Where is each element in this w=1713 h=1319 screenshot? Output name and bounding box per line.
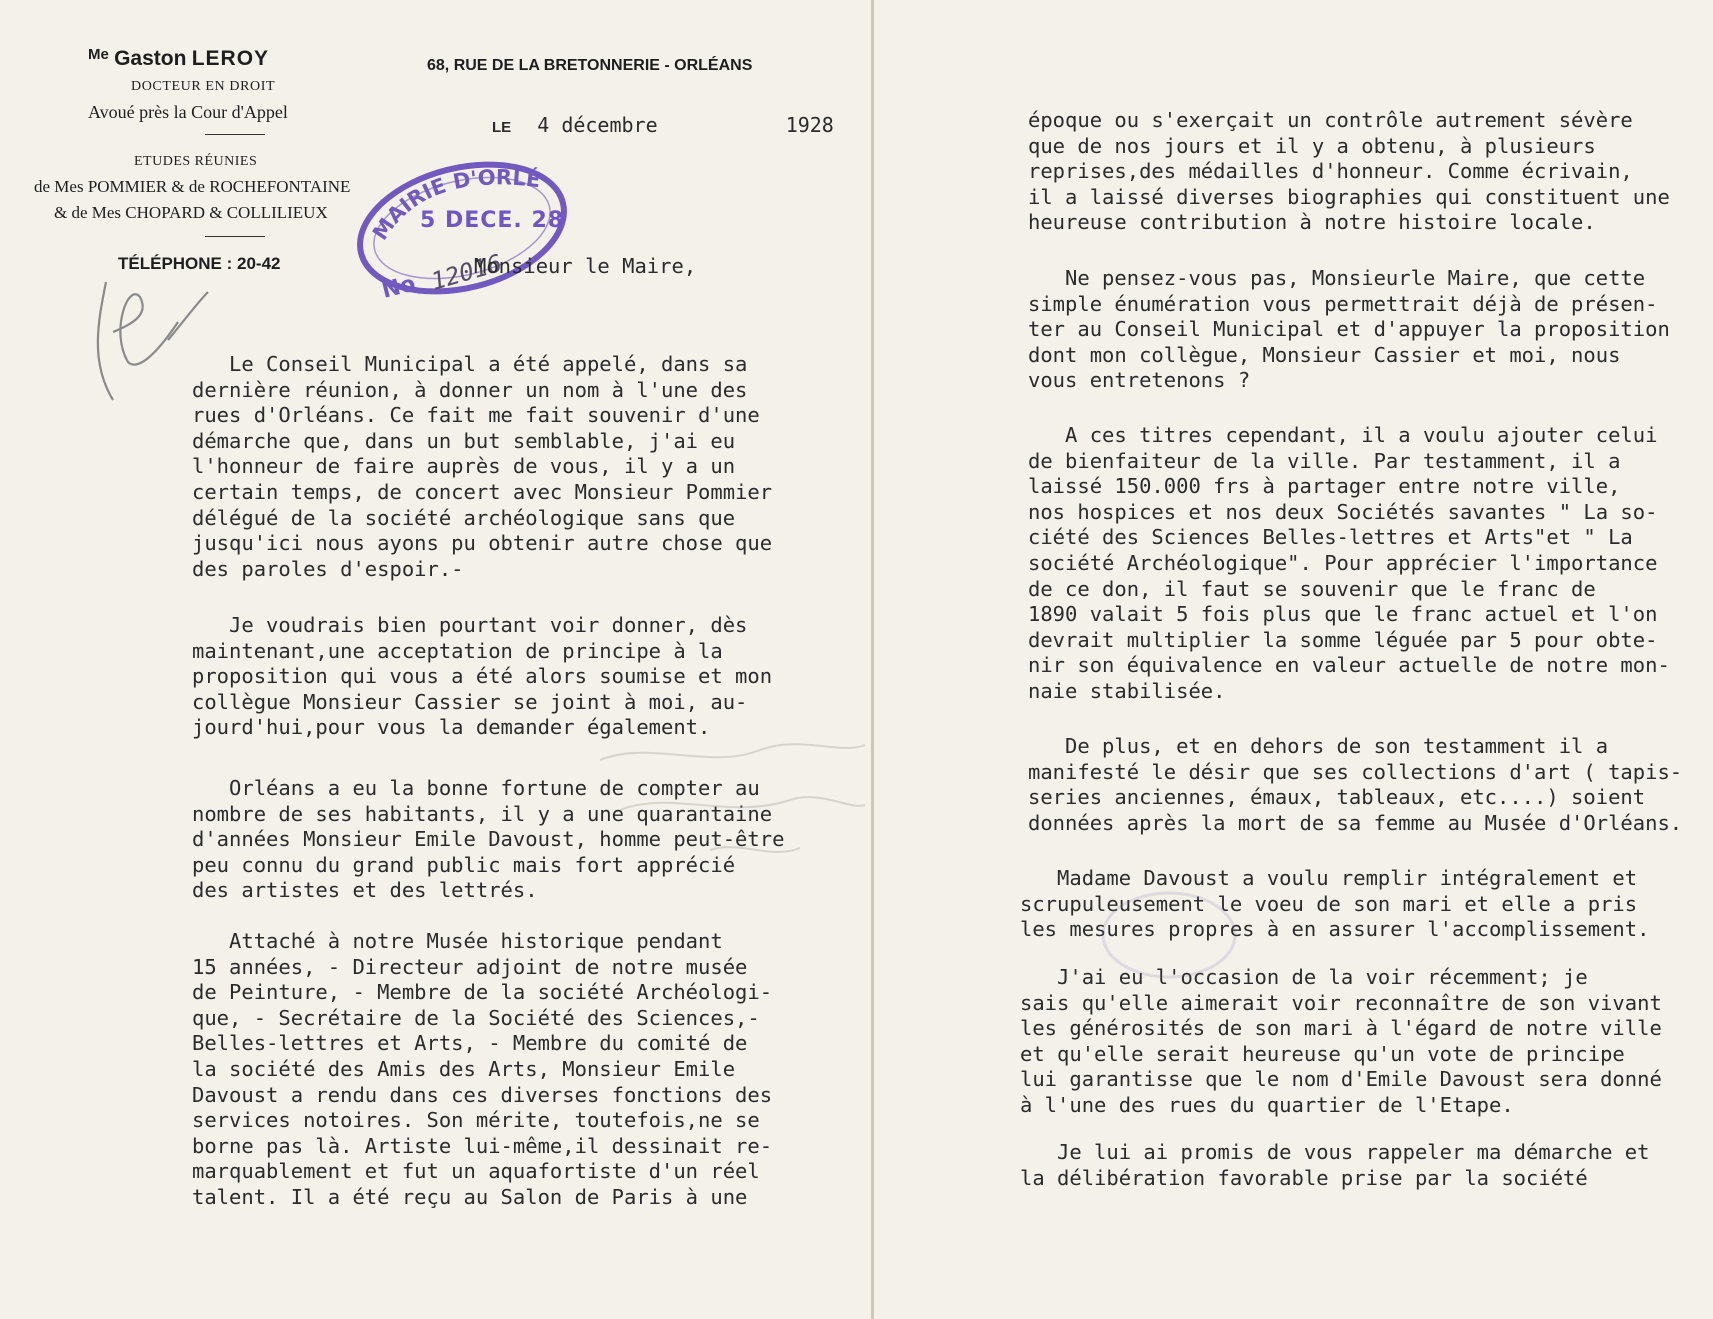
letterhead-studies-heading: ETUDES RÉUNIES (134, 154, 258, 169)
letterhead-studies-line1: de Mes POMMIER & de ROCHEFONTAINE (34, 177, 351, 196)
text-line: jourd'hui,pour vous la demander également. (192, 715, 711, 740)
text-line: simple énumération vous permettrait déjà de présen- (1028, 291, 1658, 316)
text-line: dernière réunion, à donner un nom à l'une des (192, 377, 748, 402)
stamp-date: 5 DECE. 28 (420, 208, 565, 233)
date-prefix: LE (492, 119, 512, 136)
letterhead-name (88, 46, 269, 71)
bleed-through-signature-icon (590, 720, 870, 880)
letterhead-divider-2 (205, 236, 265, 237)
text-line: époque ou s'exerçait un contrôle autrement sévère (1028, 108, 1633, 132)
text-line: de bienfaiteur de la ville. Par testamment, il a (1028, 448, 1621, 473)
text-line: 15 années, - Directeur adjoint de notre musée (192, 954, 748, 979)
text-line: ter au Conseil Municipal et d'appuyer la proposition (1028, 317, 1670, 342)
letterhead-title: Avoué près la Cour d'Appel (88, 102, 288, 122)
left-paragraph-4 (192, 929, 772, 1211)
text-line: jusqu'ici nous ayons pu obtenir autre chose que (192, 531, 773, 556)
text-line: Davoust a rendu dans ces diverses fonctions des (192, 1082, 773, 1107)
text-line: les générosités de son mari à l'égard de notre ville (1020, 1016, 1662, 1041)
text-line: nir son équivalence en valeur actuelle de notre mon- (1028, 653, 1670, 678)
text-line: ciété des Sciences Belles-lettres et Arts"et " La (1028, 525, 1633, 550)
text-line: Madame Davoust a voulu remplir intégralement et (1020, 866, 1638, 890)
salutation: Monsieur le Maire, (474, 254, 697, 278)
right-paragraph-4 (1028, 734, 1682, 836)
text-line: sais qu'elle aimerait voir reconnaître de son vivant (1020, 990, 1662, 1015)
name-prefix: Me (88, 46, 109, 63)
letterhead-divider-1 (205, 134, 265, 135)
text-line: peu connu du grand public mais fort apprécié (192, 852, 736, 877)
letterhead-degree: DOCTEUR EN DROIT (131, 79, 276, 94)
right-paragraph-7 (1020, 1140, 1649, 1191)
text-line: rues d'Orléans. Ce fait me fait souvenir d'une (192, 403, 760, 428)
date-line (492, 113, 834, 137)
text-line: de Peinture, - Membre de la société Archéologi- (192, 980, 773, 1005)
text-line: laissé 150.000 frs à partager entre notre ville, (1028, 474, 1621, 499)
text-line: de ce don, il faut se souvenir que le franc de (1028, 576, 1596, 601)
text-line: talent. Il a été reçu au Salon de Paris à une (192, 1184, 748, 1209)
text-line: délégué de la société archéologique sans que (192, 505, 736, 530)
text-line: series anciennes, émaux, tableaux, etc....) soient (1028, 785, 1646, 810)
text-line: société Archéologique". Pour apprécier l'importance (1028, 550, 1658, 575)
text-line: données après la mort de sa femme au Musée d'Orléans. (1028, 810, 1683, 835)
text-line: 1890 valait 5 fois plus que le franc actuel et l'on (1028, 602, 1658, 627)
text-line: et qu'elle serait heureuse qu'un vote de principe (1020, 1041, 1625, 1066)
stamp-text: MAIRIE D'ORLÉ (367, 165, 542, 245)
text-line: Je voudrais bien pourtant voir donner, dès (192, 613, 748, 637)
letterhead-telephone: TÉLÉPHONE : 20-42 (118, 254, 281, 273)
text-line: services notoires. Son mérite, toutefois,ne se (192, 1108, 760, 1133)
text-line: De plus, et en dehors de son testamment il a (1028, 734, 1609, 758)
text-line: manifesté le désir que ses collections d'art ( tapis- (1028, 759, 1683, 784)
text-line: lui garantisse que le nom d'Emile Davoust sera donné (1020, 1067, 1662, 1092)
text-line: proposition qui vous a été alors soumise et mon (192, 664, 773, 689)
date-day: 4 (537, 113, 550, 137)
text-line: la délibération favorable prise par la société (1020, 1165, 1588, 1190)
text-line: vous entretenons ? (1028, 368, 1251, 393)
text-line: marquablement et fut un aquafortiste d'un réel (192, 1159, 760, 1184)
text-line: à l'une des rues du quartier de l'Etape. (1020, 1092, 1514, 1117)
text-line: dont mon collègue, Monsieur Cassier et moi, nous (1028, 342, 1621, 367)
text-line: naie stabilisée. (1028, 678, 1226, 703)
text-line: nos hospices et nos deux Sociétés savantes " La so- (1028, 499, 1658, 524)
bleed-through-stamp-icon (1094, 880, 1244, 990)
stamp-number: 12016 (427, 248, 506, 296)
text-line: reprises,des médailles d'honneur. Comme écrivain, (1028, 159, 1633, 184)
letterhead-studies-line2: & de Mes CHOPARD & COLLILIEUX (54, 203, 328, 222)
text-line: scrupuleusement le voeu de son mari et elle a pris (1020, 891, 1638, 916)
text-line: J'ai eu l'occasion de la voir récemment; je (1020, 965, 1588, 989)
text-line: Ne pensez-vous pas, Monsieurle Maire, que cette (1028, 266, 1646, 290)
right-paragraph-1 (1028, 108, 1670, 236)
text-line: borne pas là. Artiste lui-même,il dessinait re- (192, 1133, 773, 1158)
date-month: décembre (561, 113, 658, 137)
text-line: Orléans a eu la bonne fortune de compter au (192, 776, 760, 800)
stamp-number-label: No (379, 271, 418, 300)
text-line: nombre de ses habitants, il y a une quarantaine (192, 801, 773, 826)
text-line: des artistes et des lettrés. (192, 878, 538, 903)
text-line: que de nos jours et il y a obtenu, à plusieurs (1028, 133, 1596, 158)
name-first: Gaston (114, 47, 187, 70)
letter-page-right (874, 0, 1713, 1319)
text-line: heureuse contribution à notre histoire locale. (1028, 210, 1596, 235)
text-line: devrait multiplier la somme léguée par 5 pour obte- (1028, 627, 1658, 652)
right-paragraph-2 (1028, 266, 1670, 394)
date-year: 1928 (785, 113, 834, 137)
text-line: que, - Secrétaire de la Société des Sciences,- (192, 1005, 760, 1030)
text-line: certain temps, de concert avec Monsieur Pommier (192, 479, 773, 504)
text-line: des paroles d'espoir.- (192, 556, 464, 581)
text-line: A ces titres cependant, il a voulu ajouter celui (1028, 423, 1658, 447)
left-paragraph-1 (192, 352, 772, 582)
right-paragraph-3 (1028, 423, 1670, 705)
text-line: Je lui ai promis de vous rappeler ma démarche et (1020, 1140, 1650, 1164)
name-last: LEROY (191, 47, 270, 70)
text-line: l'honneur de faire auprès de vous, il y a un (192, 454, 736, 479)
text-line: Le Conseil Municipal a été appelé, dans sa (192, 352, 748, 376)
text-line: démarche que, dans un but semblable, j'ai eu (192, 428, 736, 453)
text-line: les mesures propres à en assurer l'accomplissement. (1020, 917, 1650, 942)
text-line: collègue Monsieur Cassier se joint à moi, au- (192, 689, 748, 714)
letterhead-address: 68, RUE DE LA BRETONNERIE - ORLÉANS (427, 57, 753, 74)
text-line: Belles-lettres et Arts, - Membre du comité de (192, 1031, 748, 1056)
text-line: il a laissé diverses biographies qui constituent une (1028, 184, 1670, 209)
text-line: maintenant,une acceptation de principe à la (192, 638, 723, 663)
text-line: la société des Amis des Arts, Monsieur Emile (192, 1056, 736, 1081)
text-line: Attaché à notre Musée historique pendant (192, 929, 723, 953)
text-line: d'années Monsieur Emile Davoust, homme peut-être (192, 827, 785, 852)
